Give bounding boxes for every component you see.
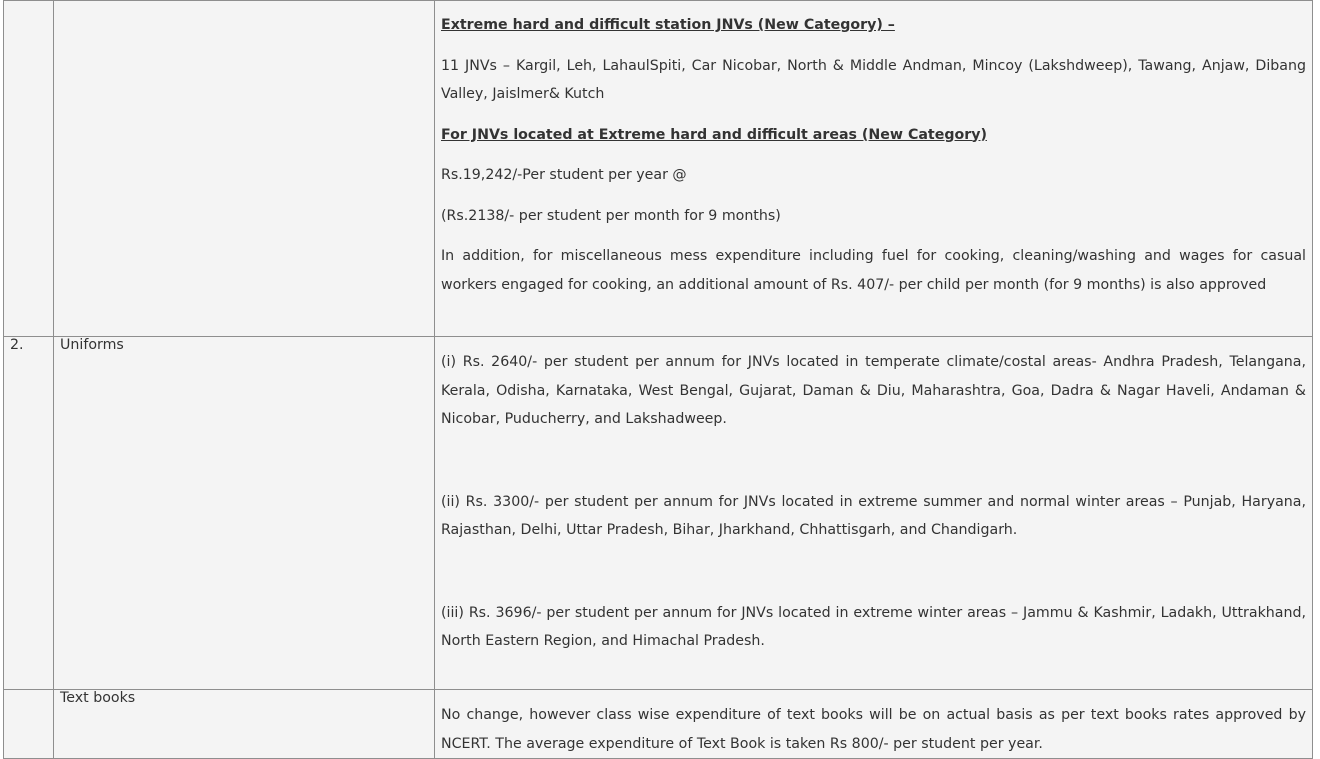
rates-table bbox=[3, 0, 1313, 759]
serial-number-cell bbox=[4, 690, 54, 759]
serial-number-cell bbox=[4, 1, 54, 337]
paragraph: (Rs.2138/- per student per month for 9 months) bbox=[441, 207, 781, 224]
paragraph: No change, however class wise expenditure of text books will be on actual basis as per text books rates approved by NCERT. The average expenditure of Text Book is taken Rs 800/- per student per year. bbox=[441, 707, 1306, 752]
item-cell: Text books bbox=[54, 690, 435, 759]
table-row bbox=[4, 1, 1313, 337]
paragraph: 11 JNVs – Kargil, Leh, LahaulSpiti, Car Nicobar, North & Middle Andman, Mincoy (Lakshdweep), Tawang, Anjaw, Dibang Valley, Jaislmer& Kutch bbox=[441, 57, 1306, 102]
item-cell bbox=[54, 1, 435, 337]
paragraph: Rs.19,242/-Per student per year @ bbox=[441, 167, 687, 183]
item-cell: Uniforms bbox=[54, 337, 435, 690]
table-row bbox=[4, 337, 1313, 690]
description-cell bbox=[435, 337, 1313, 690]
paragraph: (iii) Rs. 3696/- per student per annum for JNVs located in extreme winter areas – Jammu & Kashmir, Ladakh, Uttrakhand, North Eastern Region, and Himachal Pradesh. bbox=[441, 604, 1306, 649]
paragraph: (i) Rs. 2640/- per student per annum for JNVs located in temperate climate/costal areas- Andhra Pradesh, Telangana, Kerala, Odisha, Karnataka, West Bengal, Gujarat, Daman & Diu, Maharashtra, Goa, Dadra & Nagar Haveli, Andaman & Nicobar, Puducherry, and Lakshadweep. bbox=[441, 354, 1306, 427]
description-cell bbox=[435, 1, 1313, 337]
description-cell bbox=[435, 690, 1313, 759]
table-row bbox=[4, 690, 1313, 759]
section-heading: Extreme hard and difficult station JNVs (New Category) – bbox=[441, 17, 895, 33]
paragraph: In addition, for miscellaneous mess expenditure including fuel for cooking, cleaning/washing and wages for casual workers engaged for cooking, an additional amount of Rs. 407/- per child per month (for 9 months) is also approved bbox=[441, 248, 1306, 293]
serial-number-cell: 2. bbox=[4, 337, 54, 690]
paragraph: (ii) Rs. 3300/- per student per annum for JNVs located in extreme summer and normal winter areas – Punjab, Haryana, Rajasthan, Delhi, Uttar Pradesh, Bihar, Jharkhand, Chhattisgarh, and Chandigarh. bbox=[441, 493, 1306, 538]
section-heading: For JNVs located at Extreme hard and difficult areas (New Category) bbox=[441, 126, 987, 143]
